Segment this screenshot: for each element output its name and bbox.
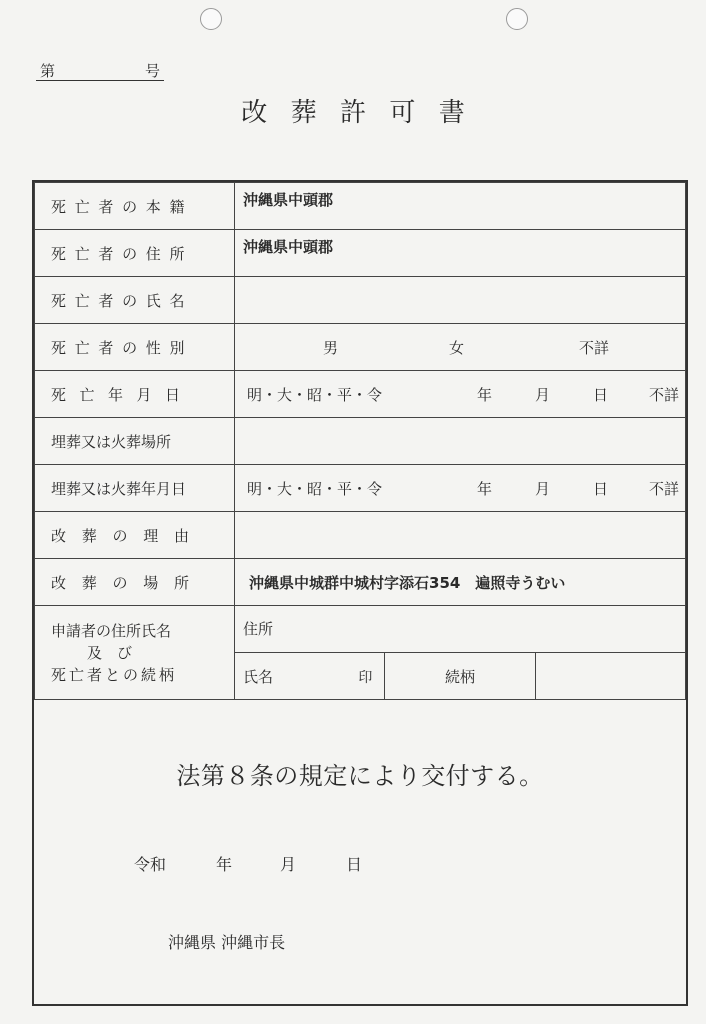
- applicant-label-line1: 申請者の住所氏名: [51, 621, 172, 640]
- applicant-label-line2: 及 び: [87, 643, 133, 662]
- law-statement: 法第８条の規定により交付する。: [176, 762, 544, 790]
- field-sex[interactable]: [235, 324, 686, 371]
- row-honseki: [35, 183, 686, 230]
- issue-date: [134, 852, 394, 872]
- punch-hole-right: [506, 8, 528, 30]
- sex-option-male[interactable]: 男: [323, 338, 339, 357]
- label-honseki: 死亡者の本籍: [35, 183, 235, 230]
- applicant-label-line3: 死亡者との続柄: [51, 665, 178, 684]
- field-applicant-name[interactable]: [235, 653, 385, 700]
- label-reburial-place: 改葬の場所: [35, 559, 235, 606]
- death-month-label: 月: [535, 385, 551, 404]
- reburial-permit-form: [32, 180, 688, 1006]
- field-address[interactable]: 沖縄県中頭郡: [235, 230, 686, 277]
- field-relation[interactable]: [535, 653, 685, 700]
- row-burial-date: [35, 465, 686, 512]
- burial-era-options[interactable]: 明・大・昭・平・令: [247, 479, 383, 498]
- burial-unknown-option[interactable]: 不詳: [649, 479, 680, 498]
- sex-option-unknown[interactable]: 不詳: [579, 338, 610, 357]
- row-sex: [35, 324, 686, 371]
- seal-mark: 印: [358, 670, 373, 686]
- label-death-date: 死亡年月日: [35, 371, 235, 418]
- page-title: 改葬許可書: [241, 98, 489, 128]
- punch-hole-left: [200, 8, 222, 30]
- burial-month-label: 月: [535, 479, 551, 498]
- death-era-options[interactable]: 明・大・昭・平・令: [247, 385, 383, 404]
- burial-year-label: 年: [477, 479, 493, 498]
- row-reason: [35, 512, 686, 559]
- applicant-name-label: 氏名: [243, 667, 274, 686]
- issuer-name: 沖縄県 沖縄市長: [168, 933, 286, 952]
- label-burial-date: 埋葬又は火葬年月日: [35, 465, 235, 512]
- form-table: [34, 182, 686, 700]
- field-reburial-place[interactable]: 沖縄県中城群中城村字添石354 遍照寺うむい: [235, 559, 686, 606]
- field-reason[interactable]: [235, 512, 686, 559]
- label-reason: 改葬の理由: [35, 512, 235, 559]
- label-name: 死亡者の氏名: [35, 277, 235, 324]
- death-year-label: 年: [477, 385, 493, 404]
- row-name: [35, 277, 686, 324]
- sex-option-female[interactable]: 女: [449, 338, 465, 357]
- label-sex: 死亡者の性別: [35, 324, 235, 371]
- row-applicant-address: [35, 606, 686, 653]
- death-day-label: 日: [593, 385, 609, 404]
- relation-label: 続柄: [385, 653, 535, 700]
- row-address: [35, 230, 686, 277]
- field-death-date[interactable]: [235, 371, 686, 418]
- field-burial-date[interactable]: [235, 465, 686, 512]
- label-burial-place: 埋葬又は火葬場所: [35, 418, 235, 465]
- row-reburial-place: [35, 559, 686, 606]
- field-burial-place[interactable]: [235, 418, 686, 465]
- issue-day-label: 日: [346, 855, 363, 874]
- number-suffix: 号: [144, 62, 160, 80]
- row-death-date: [35, 371, 686, 418]
- issue-year-label: 年: [216, 855, 233, 874]
- issue-month-label: 月: [280, 855, 297, 874]
- label-address: 死亡者の住所: [35, 230, 235, 277]
- field-name[interactable]: [235, 277, 686, 324]
- issuance-section: [34, 700, 686, 1004]
- burial-day-label: 日: [593, 479, 609, 498]
- label-applicant: [35, 606, 235, 700]
- issue-era: 令和: [134, 855, 167, 874]
- field-applicant-address[interactable]: [235, 606, 686, 653]
- document-number: [36, 60, 164, 81]
- death-unknown-option[interactable]: 不詳: [649, 385, 680, 404]
- number-prefix: 第: [40, 62, 56, 80]
- applicant-address-label: 住所: [243, 620, 274, 638]
- row-burial-place: [35, 418, 686, 465]
- field-honseki[interactable]: 沖縄県中頭郡: [235, 183, 686, 230]
